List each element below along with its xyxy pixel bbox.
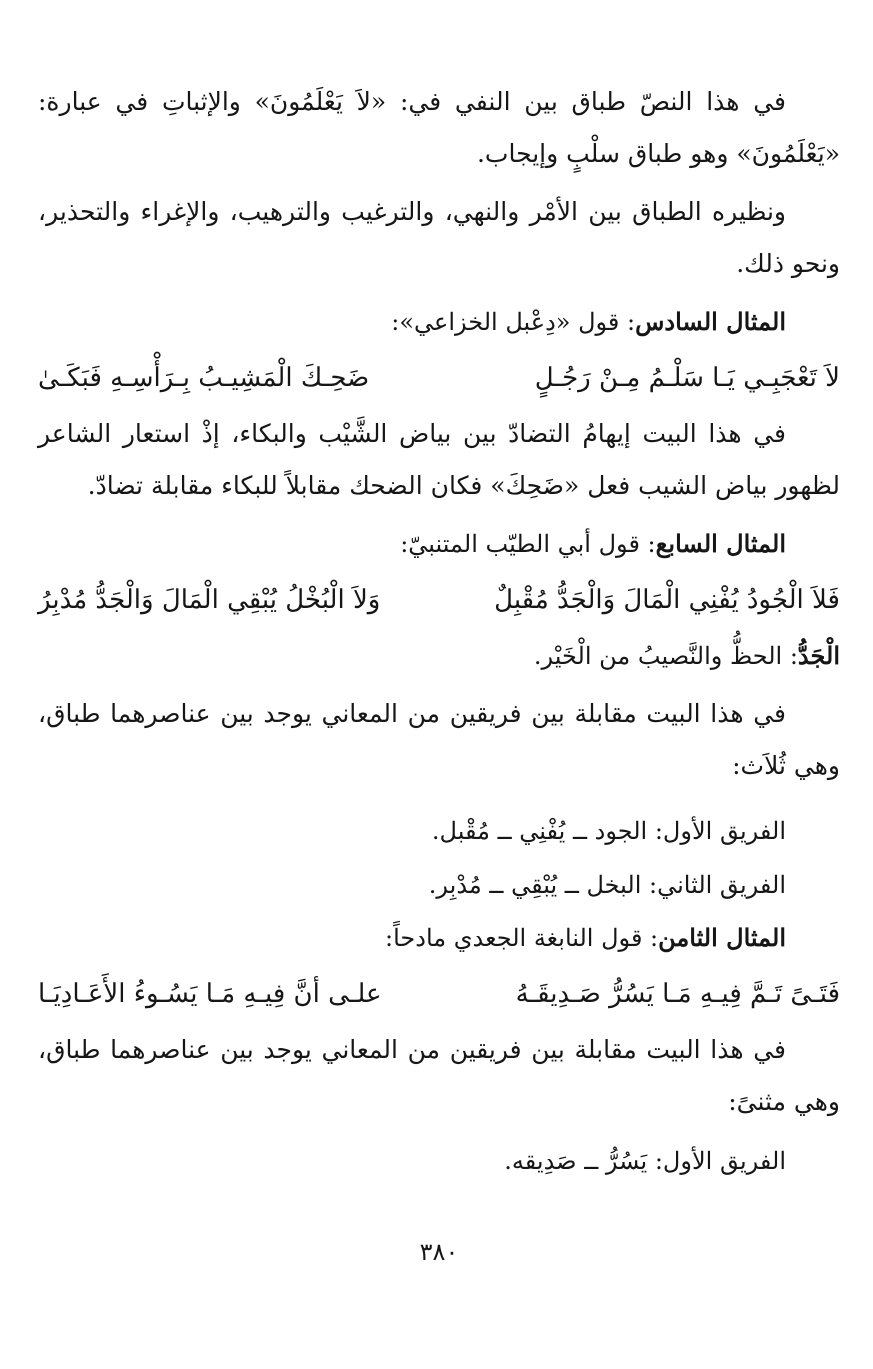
verse-second-hemistich: ضَحِـكَ الْمَشِيـبُ بِـرَأْسِـهِ فَبَكَـىٰ (38, 363, 370, 393)
paragraph-negation-affirmation: في هذا النصّ طباق بين النفي في: «لاَ يَعْلَمُونَ» والإثباتِ في عبارة: «يَعْلَمُونَ» وهو طباق سلْبٍ وإيجاب. (38, 87, 840, 168)
example-sixth-text: : قول «دِعْبل الخزاعي»: (391, 308, 636, 336)
verse-first-hemistich: فَتَـىً تَـمَّ فِيـهِ مَـا يَسُرُّ صَـدِيقَـهُ (515, 979, 840, 1009)
gloss-term: الْجَدُّ (797, 641, 840, 670)
gloss-definition: : الحظُّ والنَّصيبُ من الْخَيْر. (533, 642, 798, 670)
example-sixth-heading (38, 296, 840, 348)
example-eighth-text: : قول النابغة الجعدي مادحاً: (385, 924, 659, 952)
gloss-jadd (38, 630, 840, 682)
paragraph-two-pairs: في هذا البيت مقابلة بين فريقين من المعاني يوجد بين عناصرهما طباق، وهي مثنىً: (38, 1035, 840, 1116)
group-first-last: الفريق الأول: يَسُرُّ ــ صَدِيقه. (504, 1147, 786, 1175)
verse-first-hemistich: لاَ تَعْجَبِـي يَـا سَلْـمُ مِـنْ رَجُـلٍ (534, 363, 840, 393)
example-eighth-label: المثال الثامن (658, 923, 786, 952)
example-eighth-heading (38, 912, 840, 964)
paragraph-three-pairs: في هذا البيت مقابلة بين فريقين من المعاني يوجد بين عناصرهما طباق، وهي ثُلاَث: (38, 699, 840, 780)
book-page (38, 76, 840, 1346)
example-seventh-heading (38, 518, 840, 570)
example-sixth-label: المثال السادس (635, 307, 786, 336)
example-seventh-label: المثال السابع (655, 529, 786, 558)
verse-first-hemistich: فَلاَ الْجُودُ يُفْنِي الْمَالَ وَالْجَدُّ مُقْبِلٌ (494, 585, 840, 615)
verse-nabigha (38, 964, 840, 1024)
verse-second-hemistich: علـى أنَّ فِيـهِ مَـا يَسُـوءُ الأَعَـادِيَـا (38, 979, 382, 1009)
verse-second-hemistich: وَلاَ الْبُخْلُ يُبْقِي الْمَالَ وَالْجَدُّ مُدْبِرُ (38, 585, 381, 615)
paragraph-illusion-contrast: في هذا البيت إيهامُ التضادّ بين بياض الشَّيْب والبكاء، إذْ استعار الشاعر لظهور بياض الشيب فعل «ضَحِكَ» فكان الضحك مقابلاً للبكاء مقابلة تضادّ. (38, 419, 840, 500)
verse-diibil (38, 348, 840, 408)
group-first: الفريق الأول: الجود ــ يُفْنِي ــ مُقْبل. (431, 817, 786, 845)
paragraph-counterpart: ونظيره الطباق بين الأمْر والنهي، والترغيب والترهيب، والإغراء والتحذير، ونحو ذلك. (38, 197, 840, 278)
example-seventh-text: : قول أبي الطيّب المتنبيّ: (400, 530, 656, 558)
page-number: ٣٨٠ (419, 1238, 459, 1266)
group-second: الفريق الثاني: البخل ــ يُبْقِي ــ مُدْبِر. (428, 871, 786, 899)
verse-mutanabbi (38, 570, 840, 630)
